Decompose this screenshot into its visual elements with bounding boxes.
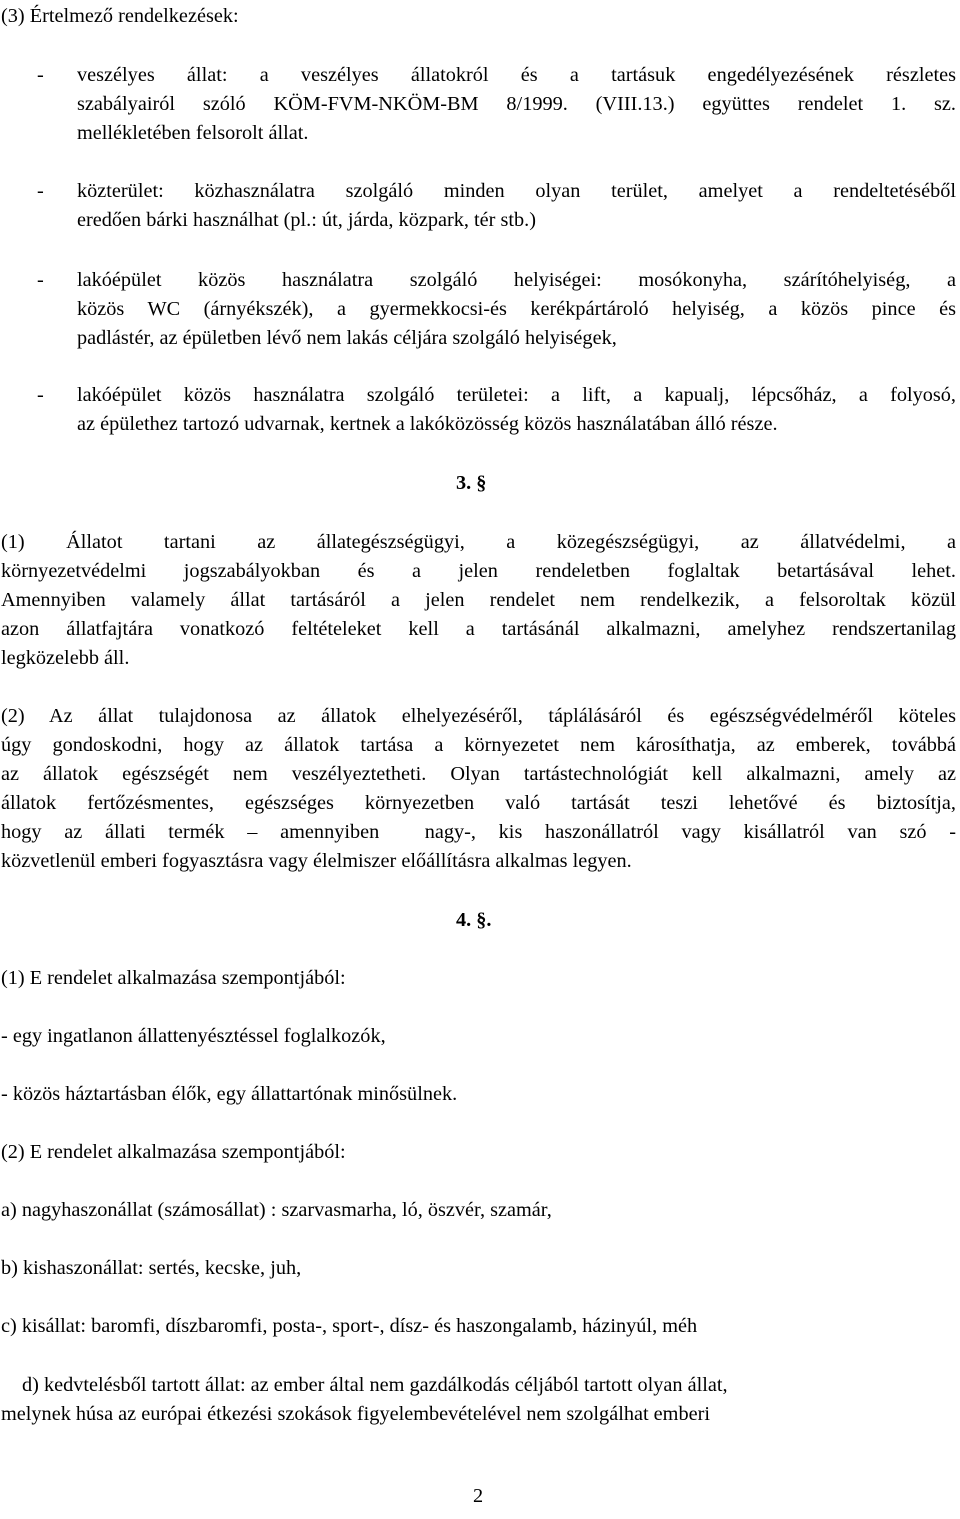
definition-dash: - (37, 269, 44, 291)
definition-line: mellékletében felsorolt állat. (77, 122, 309, 144)
section-title: 4. §. (456, 909, 492, 931)
paragraph-line: azon állatfajtára vonatkozó feltételeket kell a tartásánál alkalmazni, amelyhez rendszertanilag (1, 618, 956, 640)
definition-line: szabályairól szóló KÖM-FVM-NKÖM-BM 8/1999. (VIII.13.) együttes rendelet 1. sz. (77, 93, 956, 115)
definition-line: közterület: közhasználatra szolgáló minden olyan terület, amelyet a rendeltetéséből (77, 180, 956, 202)
paragraph-line: közvetlenül emberi fogyasztásra vagy élelmiszer előállításra alkalmas legyen. (1, 850, 632, 872)
paragraph-line: hogy az állati termék – amennyiben nagy-, kis haszonállatról vagy kisállatról van szó - (1, 821, 956, 843)
list-item: - közös háztartásban élők, egy állattartónak minősülnek. (1, 1083, 458, 1105)
definition-line: veszélyes állat: a veszélyes állatokról és a tartásuk engedélyezésének részletes (77, 64, 956, 86)
definition-line: lakóépület közös használatra szolgáló területei: a lift, a kapualj, lépcsőház, a folyosó, (77, 384, 956, 406)
section-title: 3. § (456, 472, 487, 494)
paragraph-line: Amennyiben valamely állat tartásáról a jelen rendelet nem rendelkezik, a felsoroltak közül (1, 589, 956, 611)
list-item: b) kishaszonállat: sertés, kecske, juh, (1, 1257, 302, 1279)
paragraph-heading: (2) E rendelet alkalmazása szempontjából: (1, 1141, 346, 1163)
paragraph-line: (1) Állatot tartani az állategészségügyi, a közegészségügyi, az állatvédelmi, a (1, 531, 956, 553)
definition-dash: - (37, 384, 44, 406)
list-item: melynek húsa az európai étkezési szokások figyelembevételével nem szolgálhat emberi (1, 1403, 710, 1425)
list-item: c) kisállat: baromfi, díszbaromfi, posta-, sport-, dísz- és haszongalamb, házinyúl, méh (1, 1315, 698, 1337)
paragraph-line: (2) Az állat tulajdonosa az állatok elhelyezéséről, táplálásáról és egészségvédelméről köteles (1, 705, 956, 727)
definition-line: az épülethez tartozó udvarnak, kertnek a lakóközösség közös használatában álló része. (77, 413, 778, 435)
list-item: - egy ingatlanon állattenyésztéssel foglalkozók, (1, 1025, 386, 1047)
definition-dash: - (37, 64, 44, 86)
definition-line: lakóépület közös használatra szolgáló helyiségei: mosókonyha, szárítóhelyiség, a (77, 269, 956, 291)
list-item: a) nagyhaszonállat (számosállat) : szarvasmarha, ló, öszvér, szamár, (1, 1199, 552, 1221)
definition-line: közös WC (árnyékszék), a gyermekkocsi-és kerékpártároló helyiség, a közös pince és (77, 298, 956, 320)
paragraph-line: állatok fertőzésmentes, egészséges környezetben való tartását teszi lehetővé és biztosítja, (1, 792, 956, 814)
definition-line: padlástér, az épületben lévő nem lakás céljára szolgáló helyiségek, (77, 327, 617, 349)
list-item: d) kedvtelésből tartott állat: az ember által nem gazdálkodás céljából tartott olyan állat, (22, 1374, 728, 1396)
paragraph-line: az állatok egészségét nem veszélyeztetheti. Olyan tartástechnológiát kell alkalmazni, amely az (1, 763, 956, 785)
page-number: 2 (473, 1485, 484, 1507)
definitions-heading: (3) Értelmező rendelkezések: (1, 5, 239, 27)
paragraph-line: legközelebb áll. (1, 647, 130, 669)
definition-line: eredően bárki használhat (pl.: út, járda, közpark, tér stb.) (77, 209, 536, 231)
paragraph-line: úgy gondoskodni, hogy az állatok tartása a környezetet nem károsíthatja, az emberek, továbbá (1, 734, 956, 756)
paragraph-heading: (1) E rendelet alkalmazása szempontjából: (1, 967, 346, 989)
paragraph-line: környezetvédelmi jogszabályokban és a jelen rendeletben foglaltak betartásával lehet. (1, 560, 956, 582)
definition-dash: - (37, 180, 44, 202)
